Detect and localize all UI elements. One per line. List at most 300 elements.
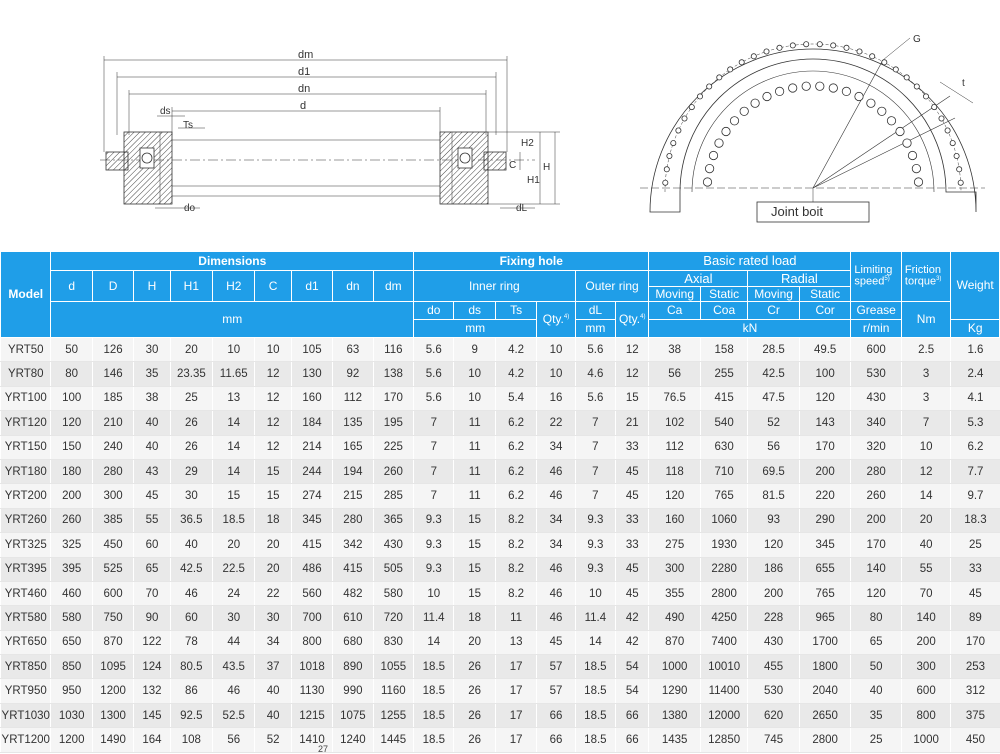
value-cell: 275: [649, 533, 701, 557]
bolt-hole: [831, 43, 836, 48]
value-cell: 765: [700, 484, 747, 508]
header-axial: Axial: [649, 271, 748, 287]
value-cell: 22.5: [213, 557, 255, 581]
value-cell: 415: [700, 386, 747, 410]
value-cell: 9.3: [414, 533, 454, 557]
value-cell: 600: [92, 581, 133, 605]
value-cell: 66: [616, 703, 649, 727]
value-cell: 52: [255, 728, 291, 752]
value-cell: 12: [255, 411, 291, 435]
value-cell: 66: [537, 703, 575, 727]
value-cell: 45: [951, 581, 1000, 605]
value-cell: 120: [51, 411, 92, 435]
bolt-hole: [829, 84, 837, 92]
header-weight: Weight: [951, 252, 1000, 320]
value-cell: 20: [213, 533, 255, 557]
header-radial: Radial: [748, 271, 851, 287]
value-cell: 46: [537, 459, 575, 483]
label-dm: dm: [298, 49, 314, 61]
value-cell: 200: [799, 459, 851, 483]
value-cell: 20: [901, 508, 950, 532]
bolt-hole: [717, 75, 722, 80]
value-cell: 26: [454, 679, 495, 703]
value-cell: 63: [333, 338, 373, 362]
value-cell: 11.4: [575, 606, 615, 630]
value-cell: 990: [333, 679, 373, 703]
value-cell: 385: [92, 508, 133, 532]
label-ds: ds: [160, 106, 171, 117]
value-cell: 14: [414, 630, 454, 654]
ring-top-view: [640, 34, 985, 222]
value-cell: 455: [748, 655, 800, 679]
value-cell: 11: [495, 606, 536, 630]
value-cell: 18.5: [213, 508, 255, 532]
value-cell: 1160: [373, 679, 414, 703]
value-cell: 9.7: [951, 484, 1000, 508]
value-cell: 45: [616, 557, 649, 581]
value-cell: 18.5: [575, 655, 615, 679]
header-kn: kN: [649, 320, 851, 338]
value-cell: 580: [373, 581, 414, 605]
value-cell: 2.4: [951, 362, 1000, 386]
header-H1: H1: [170, 271, 212, 302]
value-cell: 11400: [700, 679, 747, 703]
bolt-hole: [739, 60, 744, 65]
value-cell: 34: [537, 435, 575, 459]
table-row: [1, 435, 1000, 459]
value-cell: 525: [92, 557, 133, 581]
value-cell: 66: [537, 728, 575, 752]
value-cell: 18.5: [414, 679, 454, 703]
value-cell: 10: [537, 338, 575, 362]
bolt-hole: [707, 84, 712, 89]
value-cell: 11.4: [414, 606, 454, 630]
header-axial-moving: Moving: [649, 287, 701, 302]
value-cell: 23.35: [170, 362, 212, 386]
value-cell: 18.5: [575, 703, 615, 727]
bolt-hole: [893, 67, 898, 72]
model-cell: YRT395: [1, 557, 51, 581]
value-cell: 56: [748, 435, 800, 459]
value-cell: 44: [213, 630, 255, 654]
value-cell: 7: [414, 459, 454, 483]
bolt-hole: [878, 107, 886, 115]
value-cell: 415: [333, 557, 373, 581]
value-cell: 2800: [799, 728, 851, 752]
value-cell: 15: [213, 484, 255, 508]
value-cell: 45: [616, 581, 649, 605]
value-cell: 1800: [799, 655, 851, 679]
header-kg: Kg: [951, 320, 1000, 338]
value-cell: 37: [255, 655, 291, 679]
value-cell: 253: [951, 655, 1000, 679]
value-cell: 280: [333, 508, 373, 532]
bolt-hole: [722, 127, 730, 135]
label-h: H: [543, 162, 551, 173]
label-h2: H2: [521, 138, 534, 149]
value-cell: 8.2: [495, 581, 536, 605]
label-g: G: [913, 34, 921, 45]
value-cell: 680: [333, 630, 373, 654]
value-cell: 146: [92, 362, 133, 386]
value-cell: 38: [134, 386, 170, 410]
model-cell: YRT120: [1, 411, 51, 435]
bolt-hole: [923, 94, 928, 99]
value-cell: 1075: [333, 703, 373, 727]
value-cell: 11: [454, 459, 495, 483]
value-cell: 240: [92, 435, 133, 459]
value-cell: 18.3: [951, 508, 1000, 532]
label-d: d: [300, 100, 307, 112]
value-cell: 20: [255, 533, 291, 557]
value-cell: 965: [799, 606, 851, 630]
value-cell: 16: [537, 386, 575, 410]
header-mm: mm: [51, 302, 414, 338]
value-cell: 143: [799, 411, 851, 435]
label-c: C: [509, 160, 517, 171]
value-cell: 12850: [700, 728, 747, 752]
bolt-hole: [715, 139, 723, 147]
value-cell: 14: [213, 435, 255, 459]
value-cell: 170: [799, 435, 851, 459]
value-cell: 15: [454, 581, 495, 605]
value-cell: 375: [951, 703, 1000, 727]
value-cell: 56: [213, 728, 255, 752]
value-cell: 33: [951, 557, 1000, 581]
value-cell: 7.7: [951, 459, 1000, 483]
header-grease: Grease: [851, 302, 901, 320]
value-cell: 80: [851, 606, 901, 630]
value-cell: 165: [333, 435, 373, 459]
value-cell: 430: [373, 533, 414, 557]
value-cell: 116: [373, 338, 414, 362]
bolt-hole: [932, 105, 937, 110]
value-cell: 12: [255, 362, 291, 386]
table-row: [1, 362, 1000, 386]
value-cell: 530: [851, 362, 901, 386]
value-cell: 5.4: [495, 386, 536, 410]
value-cell: 70: [901, 581, 950, 605]
value-cell: 132: [134, 679, 170, 703]
value-cell: 170: [951, 630, 1000, 654]
value-cell: 11: [454, 411, 495, 435]
bolt-hole: [816, 82, 824, 90]
value-cell: 15: [454, 557, 495, 581]
value-cell: 170: [373, 386, 414, 410]
bolt-hole: [676, 128, 681, 133]
value-cell: 200: [851, 508, 901, 532]
bolt-hole: [728, 67, 733, 72]
value-cell: 158: [700, 338, 747, 362]
value-cell: 320: [851, 435, 901, 459]
value-cell: 700: [291, 606, 332, 630]
value-cell: 195: [373, 411, 414, 435]
value-cell: 214: [291, 435, 332, 459]
bolt-hole: [939, 116, 944, 121]
value-cell: 42.5: [748, 362, 800, 386]
value-cell: 1410: [291, 728, 332, 752]
value-cell: 57: [537, 655, 575, 679]
value-cell: 1055: [373, 655, 414, 679]
value-cell: 3: [901, 386, 950, 410]
bolt-hole: [764, 49, 769, 54]
value-cell: 7: [575, 459, 615, 483]
value-cell: 750: [92, 606, 133, 630]
value-cell: 112: [333, 386, 373, 410]
value-cell: 40: [170, 533, 212, 557]
bolt-hole: [751, 99, 759, 107]
value-cell: 225: [373, 435, 414, 459]
value-cell: 312: [951, 679, 1000, 703]
value-cell: 164: [134, 728, 170, 752]
model-cell: YRT80: [1, 362, 51, 386]
value-cell: 120: [799, 386, 851, 410]
bolt-hole: [855, 92, 863, 100]
value-cell: 1030: [51, 703, 92, 727]
value-cell: 365: [373, 508, 414, 532]
header-friction-torque: Friction torque$^{3)}$: [901, 252, 950, 302]
value-cell: 42: [616, 606, 649, 630]
value-cell: 830: [373, 630, 414, 654]
value-cell: 1095: [92, 655, 133, 679]
value-cell: 5.3: [951, 411, 1000, 435]
bolt-hole: [682, 116, 687, 121]
bolt-hole: [908, 151, 916, 159]
label-do: do: [184, 203, 196, 214]
bolt-hole: [958, 180, 963, 185]
value-cell: 620: [748, 703, 800, 727]
value-cell: 33: [616, 435, 649, 459]
value-cell: 1200: [51, 728, 92, 752]
value-cell: 186: [748, 557, 800, 581]
value-cell: 870: [92, 630, 133, 654]
value-cell: 1700: [799, 630, 851, 654]
header-model: Model: [1, 252, 51, 338]
value-cell: 46: [537, 606, 575, 630]
bolt-hole: [957, 167, 962, 172]
value-cell: 210: [92, 411, 133, 435]
value-cell: 415: [291, 533, 332, 557]
table-row: [1, 508, 1000, 532]
value-cell: 185: [92, 386, 133, 410]
header-outer-mm: mm: [575, 320, 615, 338]
table-row: [1, 679, 1000, 703]
value-cell: 160: [291, 386, 332, 410]
value-cell: 7: [414, 411, 454, 435]
value-cell: 14: [901, 484, 950, 508]
table-body: [1, 338, 1000, 753]
value-cell: 118: [649, 459, 701, 483]
value-cell: 43: [134, 459, 170, 483]
value-cell: 655: [799, 557, 851, 581]
value-cell: 180: [51, 459, 92, 483]
value-cell: 12: [255, 386, 291, 410]
value-cell: 355: [649, 581, 701, 605]
value-cell: 15: [454, 533, 495, 557]
value-cell: 200: [51, 484, 92, 508]
value-cell: 11: [454, 435, 495, 459]
table-row: [1, 630, 1000, 654]
value-cell: 50: [51, 338, 92, 362]
value-cell: 33: [616, 533, 649, 557]
bolt-hole: [817, 42, 822, 47]
value-cell: 1060: [700, 508, 747, 532]
value-cell: 46: [170, 581, 212, 605]
value-cell: 18.5: [575, 728, 615, 752]
bolt-hole: [751, 54, 756, 59]
value-cell: 560: [291, 581, 332, 605]
value-cell: 325: [51, 533, 92, 557]
label-dn: dn: [298, 83, 311, 95]
value-cell: 540: [700, 411, 747, 435]
value-cell: 2.5: [901, 338, 950, 362]
value-cell: 1490: [92, 728, 133, 752]
value-cell: 1240: [333, 728, 373, 752]
bolt-hole: [804, 42, 809, 47]
value-cell: 13: [213, 386, 255, 410]
header-coa: Coa: [700, 302, 747, 320]
value-cell: 124: [134, 655, 170, 679]
value-cell: 2280: [700, 557, 747, 581]
value-cell: 14: [575, 630, 615, 654]
value-cell: 630: [700, 435, 747, 459]
value-cell: 20: [255, 557, 291, 581]
value-cell: 5.6: [414, 386, 454, 410]
header-C: C: [255, 271, 291, 302]
value-cell: 60: [170, 606, 212, 630]
model-cell: YRT1030: [1, 703, 51, 727]
value-cell: 40: [255, 679, 291, 703]
value-cell: 11: [454, 484, 495, 508]
bolt-hole: [844, 45, 849, 50]
value-cell: 9.3: [575, 557, 615, 581]
value-cell: 650: [51, 630, 92, 654]
header-fixing-hole: Fixing hole: [414, 252, 649, 271]
header-H: H: [134, 271, 170, 302]
bolt-hole: [802, 82, 810, 90]
value-cell: 340: [851, 411, 901, 435]
value-cell: 40: [851, 679, 901, 703]
bolt-hole: [775, 87, 783, 95]
value-cell: 90: [134, 606, 170, 630]
value-cell: 486: [291, 557, 332, 581]
value-cell: 17: [495, 655, 536, 679]
value-cell: 300: [92, 484, 133, 508]
value-cell: 8.2: [495, 533, 536, 557]
header-qty-inner: Qty.$^{4)}$: [537, 302, 575, 338]
value-cell: 460: [51, 581, 92, 605]
value-cell: 26: [170, 411, 212, 435]
header-inner-ring: Inner ring: [414, 271, 576, 302]
value-cell: 14: [213, 459, 255, 483]
header-dl: dL: [575, 302, 615, 320]
value-cell: 2040: [799, 679, 851, 703]
value-cell: 35: [851, 703, 901, 727]
value-cell: 92.5: [170, 703, 212, 727]
value-cell: 18.5: [414, 728, 454, 752]
value-cell: 49.5: [799, 338, 851, 362]
value-cell: 10: [213, 338, 255, 362]
technical-drawings: [0, 0, 1000, 252]
value-cell: 7: [575, 411, 615, 435]
value-cell: 870: [649, 630, 701, 654]
value-cell: 6.2: [951, 435, 1000, 459]
value-cell: 20: [170, 338, 212, 362]
value-cell: 1130: [291, 679, 332, 703]
value-cell: 10: [414, 581, 454, 605]
bolt-hole: [945, 128, 950, 133]
value-cell: 100: [799, 362, 851, 386]
value-cell: 40: [901, 533, 950, 557]
model-cell: YRT180: [1, 459, 51, 483]
value-cell: 35: [134, 362, 170, 386]
value-cell: 10: [537, 362, 575, 386]
header-basic-load: Basic rated load: [649, 252, 851, 271]
value-cell: 4.2: [495, 338, 536, 362]
header-dn: dn: [333, 271, 373, 302]
value-cell: 26: [170, 435, 212, 459]
header-qty-outer: Qty.$^{4)}$: [616, 302, 649, 338]
value-cell: 9.3: [414, 508, 454, 532]
value-cell: 430: [851, 386, 901, 410]
value-cell: 255: [700, 362, 747, 386]
value-cell: 950: [51, 679, 92, 703]
header-dm: dm: [373, 271, 414, 302]
header-do: do: [414, 302, 454, 320]
value-cell: 6.2: [495, 484, 536, 508]
value-cell: 10: [454, 386, 495, 410]
value-cell: 2650: [799, 703, 851, 727]
value-cell: 7: [414, 484, 454, 508]
value-cell: 12: [255, 435, 291, 459]
model-cell: YRT460: [1, 581, 51, 605]
bolt-hole: [950, 141, 955, 146]
model-cell: YRT100: [1, 386, 51, 410]
value-cell: 1300: [92, 703, 133, 727]
value-cell: 26: [454, 728, 495, 752]
value-cell: 46: [537, 581, 575, 605]
value-cell: 18.5: [414, 703, 454, 727]
value-cell: 46: [537, 557, 575, 581]
value-cell: 57: [537, 679, 575, 703]
value-cell: 260: [51, 508, 92, 532]
value-cell: 6.2: [495, 411, 536, 435]
value-cell: 17: [495, 728, 536, 752]
value-cell: 765: [799, 581, 851, 605]
header-inner-mm: mm: [414, 320, 537, 338]
value-cell: 5.6: [414, 338, 454, 362]
value-cell: 600: [901, 679, 950, 703]
value-cell: 600: [851, 338, 901, 362]
value-cell: 45: [134, 484, 170, 508]
value-cell: 80: [51, 362, 92, 386]
bolt-hole: [887, 117, 895, 125]
value-cell: 345: [799, 533, 851, 557]
value-cell: 9.3: [575, 533, 615, 557]
value-cell: 12000: [700, 703, 747, 727]
model-cell: YRT200: [1, 484, 51, 508]
value-cell: 1000: [649, 655, 701, 679]
bolt-hole: [705, 164, 713, 172]
value-cell: 274: [291, 484, 332, 508]
header-radial-static: Static: [799, 287, 851, 302]
value-cell: 10: [901, 435, 950, 459]
value-cell: 122: [134, 630, 170, 654]
value-cell: 1018: [291, 655, 332, 679]
header-cor: Cor: [799, 302, 851, 320]
model-cell: YRT150: [1, 435, 51, 459]
header-d: d: [51, 271, 92, 302]
